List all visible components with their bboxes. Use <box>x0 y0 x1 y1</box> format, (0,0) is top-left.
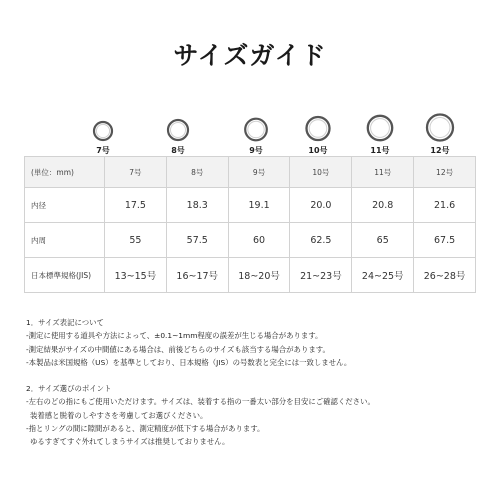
ring-icon <box>351 112 409 142</box>
table-cell: 18~20号 <box>228 258 290 293</box>
ring-icon <box>289 112 347 142</box>
page-title: サイズガイド <box>173 41 327 70</box>
section-spacer <box>26 369 486 382</box>
ring-size-illustrations <box>24 112 476 156</box>
section-title: 1．サイズ表記について <box>26 318 104 327</box>
table-cell: 55 <box>105 223 167 258</box>
table-row-circumference <box>25 223 476 258</box>
ring-7 <box>74 112 132 156</box>
ring-label: 9号 <box>249 146 263 155</box>
table-cell: 17.5 <box>105 188 167 223</box>
table-cell: 65 <box>352 223 414 258</box>
ring-8 <box>149 112 207 156</box>
table-header-row <box>25 157 476 188</box>
table-cell: 24~25号 <box>352 258 414 293</box>
ring-9 <box>227 112 285 156</box>
row-label: 内径 <box>25 188 105 223</box>
note-line: 装着感と脱着のしやすさを考慮してお選びください。 <box>30 410 208 420</box>
notes-section <box>26 316 486 449</box>
table-cell: 16~17号 <box>166 258 228 293</box>
note-line: -左右のどの指にもご使用いただけます。サイズは、装着する指の一番太い部分を目安にご確認ください。 <box>26 397 375 407</box>
column-header: 11号 <box>352 157 414 188</box>
table-cell: 21.6 <box>414 188 476 223</box>
table-cell: 60 <box>228 223 290 258</box>
ring-label: 11号 <box>370 146 390 155</box>
table-cell: 67.5 <box>414 223 476 258</box>
table-cell: 19.1 <box>228 188 290 223</box>
column-header: 12号 <box>414 157 476 188</box>
note-line: ゆるすぎてすぐ外れてしまうサイズは推奨しておりません。 <box>30 437 230 447</box>
table-cell: 13~15号 <box>105 258 167 293</box>
ring-icon <box>74 112 132 142</box>
table-cell: 20.0 <box>290 188 352 223</box>
row-label: 内周 <box>25 223 105 258</box>
section-title: 2．サイズ選びのポイント <box>26 384 112 394</box>
column-header: 9号 <box>228 157 290 188</box>
table-row-jis <box>25 258 476 293</box>
note-line: -測定結果がサイズの中間値にある場合は、前後どちらのサイズも該当する場合があります。 <box>26 344 330 354</box>
note-line: -指とリングの間に隙間があると、測定精度が低下する場合があります。 <box>26 424 265 434</box>
table-cell: 26~28号 <box>414 258 476 293</box>
table-cell: 57.5 <box>166 223 228 258</box>
column-header: 10号 <box>290 157 352 188</box>
ring-10 <box>289 112 347 156</box>
ring-label: 10号 <box>308 146 328 155</box>
ring-label: 12号 <box>430 146 450 155</box>
ring-11 <box>351 112 409 156</box>
row-label: 日本標準規格(JIS) <box>25 258 105 293</box>
table-cell: 62.5 <box>290 223 352 258</box>
ring-icon <box>149 112 207 142</box>
table-cell: 21~23号 <box>290 258 352 293</box>
note-line: -測定に使用する道具や方法によって、±0.1~1mm程度の誤差が生じる場合があります。 <box>26 331 323 341</box>
ring-icon <box>227 112 285 142</box>
size-table <box>24 156 476 293</box>
ring-12 <box>411 112 469 156</box>
ring-label: 7号 <box>96 146 110 155</box>
ring-icon <box>411 112 469 142</box>
table-cell: 18.3 <box>166 188 228 223</box>
table-cell: 20.8 <box>352 188 414 223</box>
table-row-inner-diameter <box>25 188 476 223</box>
column-header: 7号 <box>105 157 167 188</box>
ring-label: 8号 <box>171 146 185 155</box>
note-line: -本製品は米国規格（US）を基準としており、日本規格（JIS）の号数表と完全には一致しません。 <box>26 357 352 367</box>
column-header: 8号 <box>166 157 228 188</box>
unit-label: (単位：mm) <box>25 157 105 188</box>
